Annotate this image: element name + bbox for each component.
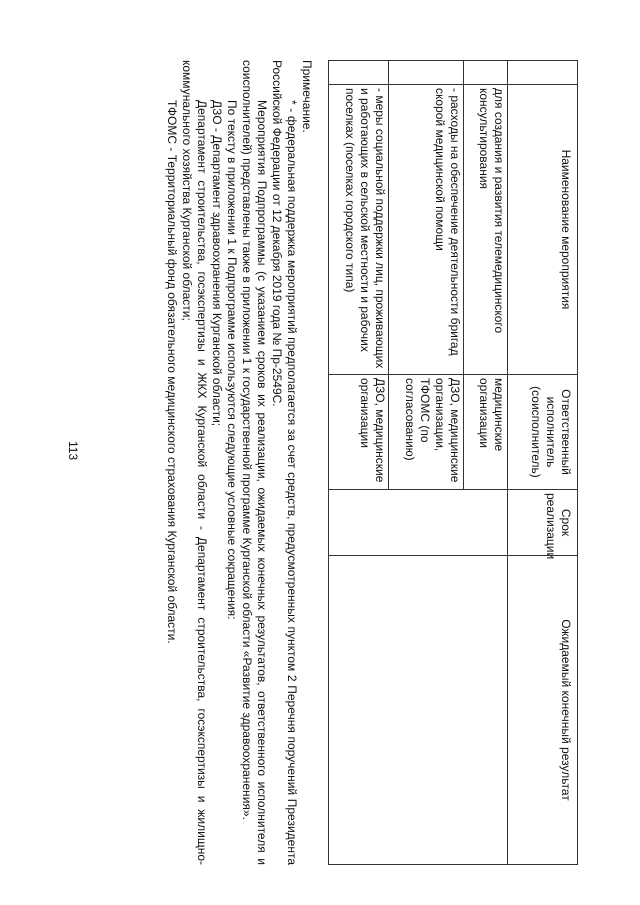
executor-cell: ДЗО, медицинские организации, ТФОМС (по согласованию) xyxy=(389,375,464,490)
measure-name-cell: - меры социальной поддержки лиц, проживающих и работающих в сельской местности и рабочих поселках (поселках городского типа) xyxy=(329,85,389,375)
note-paragraph: Мероприятия Подпрограммы (с указанием сроков их реализации, ожидаемых конечных результатов, ответственного исполнителя и соисполнителей) представлены также в приложении 1 к государственной программе Курганской области «Развитие здравоохранения». xyxy=(240,60,269,865)
row-empty-cell xyxy=(389,61,464,85)
notes-section xyxy=(164,60,314,865)
header-empty-cell xyxy=(508,61,578,85)
executor-cell: медицинские организации xyxy=(464,375,508,490)
table-header-row xyxy=(508,61,578,865)
result-cell xyxy=(329,556,508,865)
row-empty-cell xyxy=(464,61,508,85)
row-empty-cell xyxy=(329,61,389,85)
note-paragraph: ДЗО - Департамент здравоохранения Курганской области; xyxy=(210,100,224,427)
header-term: Срок реализации xyxy=(508,490,578,556)
note-paragraph: Департамент строительства, госэкспертизы и ЖКХ Курганской области - Департамент строительства, госэкспертизы и жилищно-коммунального хозяйства Курганской области; xyxy=(180,60,209,865)
measure-name-cell: - расходы на обеспечение деятельности бригад скорой медицинской помощи xyxy=(389,85,464,375)
table-row xyxy=(464,61,508,865)
notes-title: Примечание. xyxy=(300,60,314,133)
page-number: 113 xyxy=(66,441,80,461)
header-measure-name: Наименование мероприятия xyxy=(508,85,578,375)
measure-name-cell: для создания и развития телемедицинского консультирования xyxy=(464,85,508,375)
measures-table xyxy=(328,60,578,865)
header-result: Ожидаемый конечный результат xyxy=(508,556,578,865)
rotated-page-content xyxy=(88,60,578,865)
note-paragraph: По тексту в приложении 1 к Подпрограмме используются следующие условные сокращения: xyxy=(225,100,239,620)
executor-cell: ДЗО, медицинские организации xyxy=(329,375,389,490)
note-paragraph: ТФОМС - Территориальный фонд обязательного медицинского страхования Курганской области. xyxy=(165,100,179,644)
header-executor: Ответственный исполнитель (соисполнитель) xyxy=(508,375,578,490)
note-paragraph: * - федеральная поддержка мероприятий предполагается за счет средств, предусмотренных пунктом 2 Перечня поручений Президента Российской Федерации от 12 декабря 2019 года № Пр-2549С. xyxy=(270,60,299,865)
term-cell xyxy=(329,490,508,556)
